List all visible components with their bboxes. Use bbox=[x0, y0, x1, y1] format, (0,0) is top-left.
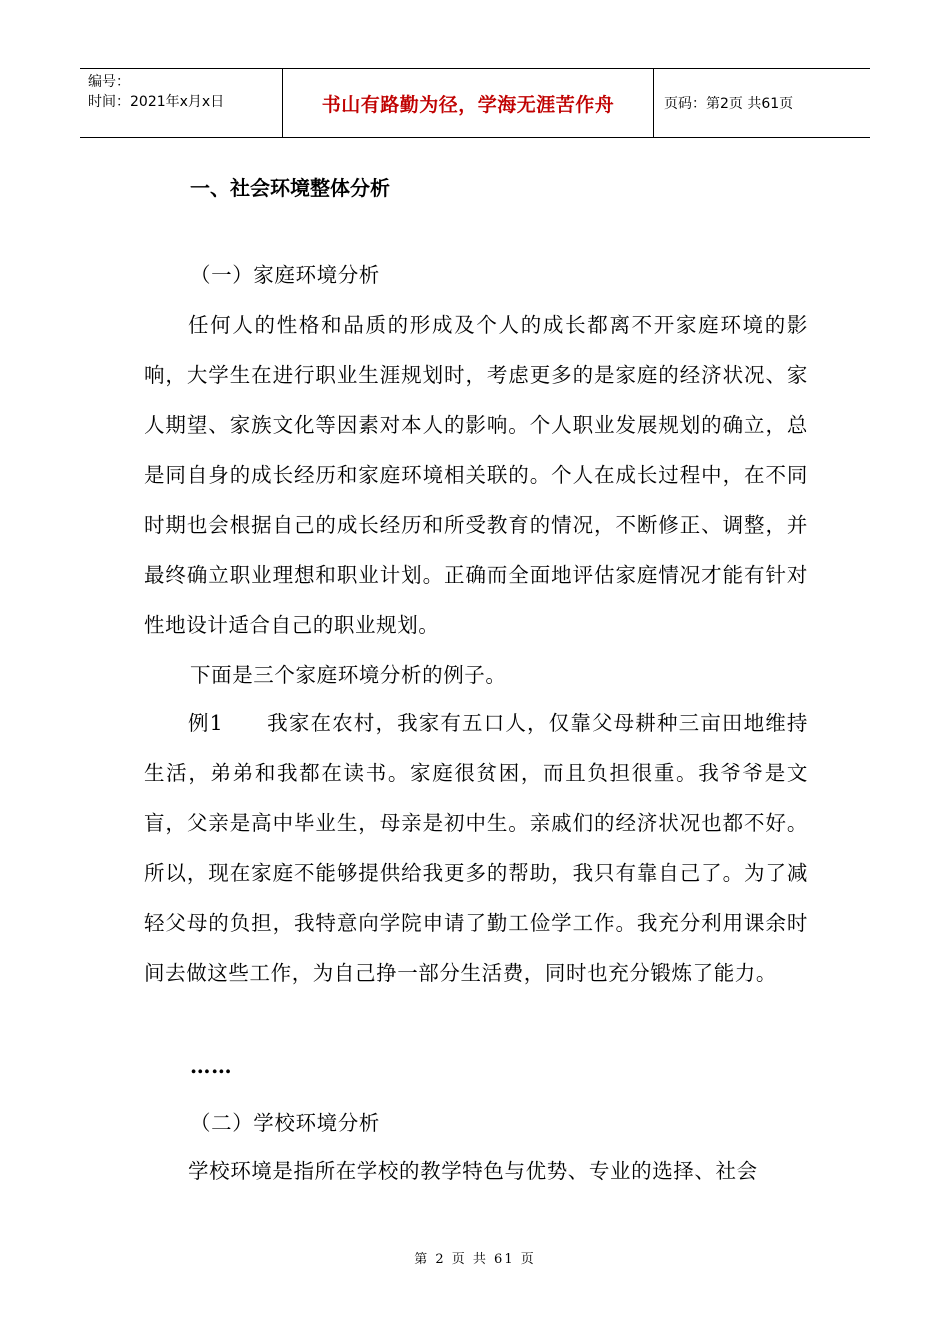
page-info: 页码：第2页 共61页 bbox=[664, 96, 794, 112]
subsection-family: （一）家庭环境分析 bbox=[190, 263, 380, 287]
number-label: 编号： bbox=[88, 74, 130, 90]
subsection-school: （二）学校环境分析 bbox=[190, 1111, 380, 1135]
section-title: 一、社会环境整体分析 bbox=[190, 176, 390, 200]
ellipsis: …… bbox=[190, 1054, 233, 1078]
time-label: 时间：2021年x月x日 bbox=[88, 94, 225, 110]
motto: 书山有路勤为径，学海无涯苦作舟 bbox=[282, 69, 654, 137]
paragraph-school-intro: 学校环境是指所在学校的教学特色与优势、专业的选择、社会 bbox=[188, 1159, 758, 1183]
paragraph-family-intro: 任何人的性格和品质的形成及个人的成长都离不开家庭环境的影响，大学生在进行职业生涯规划时，考虑更多的是家庭的经济状况、家人期望、家族文化等因素对本人的影响。个人职业发展规划的确立，总是同自身的成长经历和家庭环境相关联的。个人在成长过程中，在不同时期也会根据自己的成长经历和所受教育的情况，不断修正、调整，并最终确立职业理想和职业计划。正确而全面地评估家庭情况才能有针对性地设计适合自己的职业规划。 bbox=[144, 313, 808, 637]
header-left-cell bbox=[80, 69, 282, 137]
paragraph-example-1: 例1 我家在农村，我家有五口人，仅靠父母耕种三亩田地维持生活，弟弟和我都在读书。家庭很贫困，而且负担很重。我爷爷是文盲，父亲是高中毕业生，母亲是初中生。亲戚们的经济状况也都不好。所以，现在家庭不能够提供给我更多的帮助，我只有靠自己了。为了减轻父母的负担，我特意向学院申请了勤工俭学工作。我充分利用课余时间去做这些工作，为自己挣一部分生活费，同时也充分锻炼了能力。 bbox=[144, 711, 808, 985]
paragraph-examples-intro: 下面是三个家庭环境分析的例子。 bbox=[190, 663, 507, 687]
page-footer: 第 2 页 共 61 页 bbox=[414, 1252, 536, 1267]
header-table bbox=[80, 68, 870, 138]
